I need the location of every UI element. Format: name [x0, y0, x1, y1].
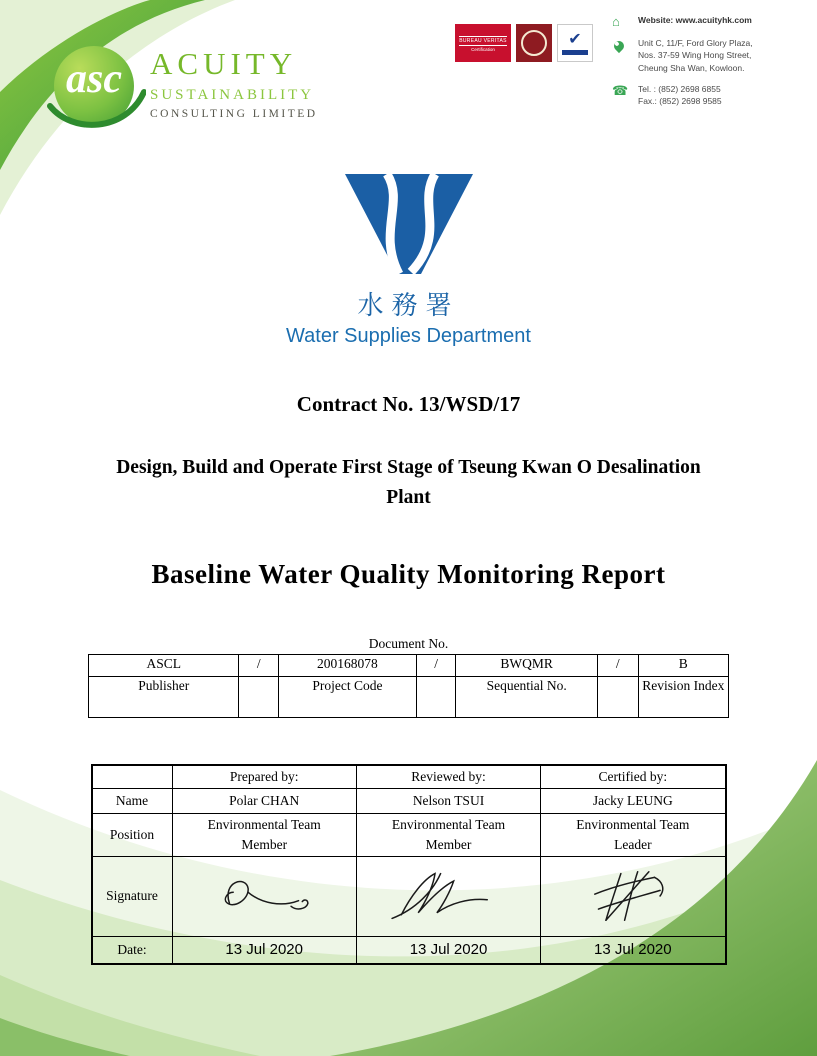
doc-separator: /: [598, 655, 638, 677]
doc-project-code-value: 200168078: [278, 655, 416, 677]
signature-row-label: Signature: [92, 856, 173, 936]
address-line3: Cheung Sha Wan, Kowloon.: [638, 62, 745, 73]
bureau-veritas-label: BUREAU VERITAS: [459, 37, 507, 44]
accreditation-badge: [557, 24, 593, 62]
doc-sequential-value: BWQMR: [456, 655, 598, 677]
tel-text: Tel. : (852) 2698 6855: [638, 83, 721, 94]
doc-revision-value: B: [638, 655, 728, 677]
table-row: [89, 677, 729, 718]
name-row-label: Name: [92, 789, 173, 814]
wsd-name-english: Water Supplies Department: [286, 325, 531, 347]
table-row: [89, 655, 729, 677]
home-icon: ⌂: [612, 14, 620, 29]
report-title: Baseline Water Quality Monitoring Report: [151, 559, 666, 590]
certification-emblem-badge: [516, 24, 552, 62]
doc-publisher-label: Publisher: [89, 677, 239, 718]
table-row: [92, 856, 726, 936]
document-no-caption: Document No.: [368, 636, 449, 652]
wsd-logo: [339, 172, 479, 276]
prepared-position: Environmental Team Member: [172, 814, 356, 856]
certified-signature: [541, 856, 726, 936]
company-name-block: [150, 48, 318, 121]
certified-position: Environmental Team Leader: [541, 814, 726, 856]
phone-icon: ☎: [612, 82, 629, 98]
contact-phone-row: [612, 83, 808, 108]
doc-separator-cell: [239, 677, 279, 718]
project-title: Design, Build and Operate First Stage of Tseung Kwan O Desalination Plant: [116, 457, 701, 509]
company-name-line3: CONSULTING LIMITED: [150, 108, 318, 120]
acuity-logo: [50, 44, 138, 132]
prepared-name: Polar CHAN: [172, 789, 356, 814]
acuity-logo-monogram: asc: [66, 56, 122, 102]
bureau-veritas-badge: [455, 24, 511, 62]
wsd-name-chinese: 水務署: [357, 290, 460, 320]
table-row: [92, 936, 726, 964]
doc-separator: /: [239, 655, 279, 677]
prepared-signature: [172, 856, 356, 936]
document-number-table: [88, 654, 729, 718]
fax-text: Fax.: (852) 2698 9585: [638, 96, 722, 107]
address-line2: Nos. 37-59 Wing Hong Street,: [638, 50, 752, 61]
emblem-ring-icon: [521, 30, 547, 56]
location-pin-icon: [612, 37, 638, 74]
doc-project-code-label: Project Code: [278, 677, 416, 718]
contact-website-row: [612, 14, 808, 28]
table-row: [92, 789, 726, 814]
doc-sequential-label: Sequential No.: [456, 677, 598, 718]
table-row: [92, 814, 726, 856]
accreditation-bar: [562, 50, 588, 55]
table-row: [92, 765, 726, 789]
reviewed-signature: [356, 856, 540, 936]
prepared-by-header: Prepared by:: [172, 765, 356, 789]
website-text: Website: www.acuityhk.com: [638, 15, 752, 25]
accreditation-check-icon: ✔: [568, 30, 582, 48]
signature-nelson-tsui: [379, 866, 519, 926]
doc-separator: /: [416, 655, 456, 677]
position-row-label: Position: [92, 814, 173, 856]
company-name-line2: SUSTAINABILITY: [150, 87, 315, 103]
bureau-veritas-sublabel: Certification: [471, 46, 495, 52]
reviewed-name: Nelson TSUI: [356, 789, 540, 814]
address-line1: Unit C, 11/F, Ford Glory Plaza,: [638, 38, 753, 48]
date-row-label: Date:: [92, 936, 173, 964]
signoff-table: [91, 764, 727, 964]
contract-number: Contract No. 13/WSD/17: [296, 392, 521, 416]
certified-by-header: Certified by:: [541, 765, 726, 789]
prepared-date: 13 Jul 2020: [172, 936, 356, 964]
empty-cell: [92, 765, 173, 789]
doc-revision-label: Revision Index: [638, 677, 728, 718]
reviewed-position: Environmental Team Member: [356, 814, 540, 856]
signature-polar-chan: [194, 866, 334, 926]
doc-publisher-value: ASCL: [89, 655, 239, 677]
certified-date: 13 Jul 2020: [541, 936, 726, 964]
certification-badges: [455, 24, 593, 62]
contact-block: [612, 14, 808, 117]
company-name: ACUITY: [150, 46, 298, 81]
reviewed-date: 13 Jul 2020: [356, 936, 540, 964]
doc-separator-cell: [416, 677, 456, 718]
reviewed-by-header: Reviewed by:: [356, 765, 540, 789]
doc-separator-cell: [598, 677, 638, 718]
signature-jacky-leung: [563, 866, 703, 926]
certified-name: Jacky LEUNG: [541, 789, 726, 814]
contact-address-row: [612, 37, 808, 74]
